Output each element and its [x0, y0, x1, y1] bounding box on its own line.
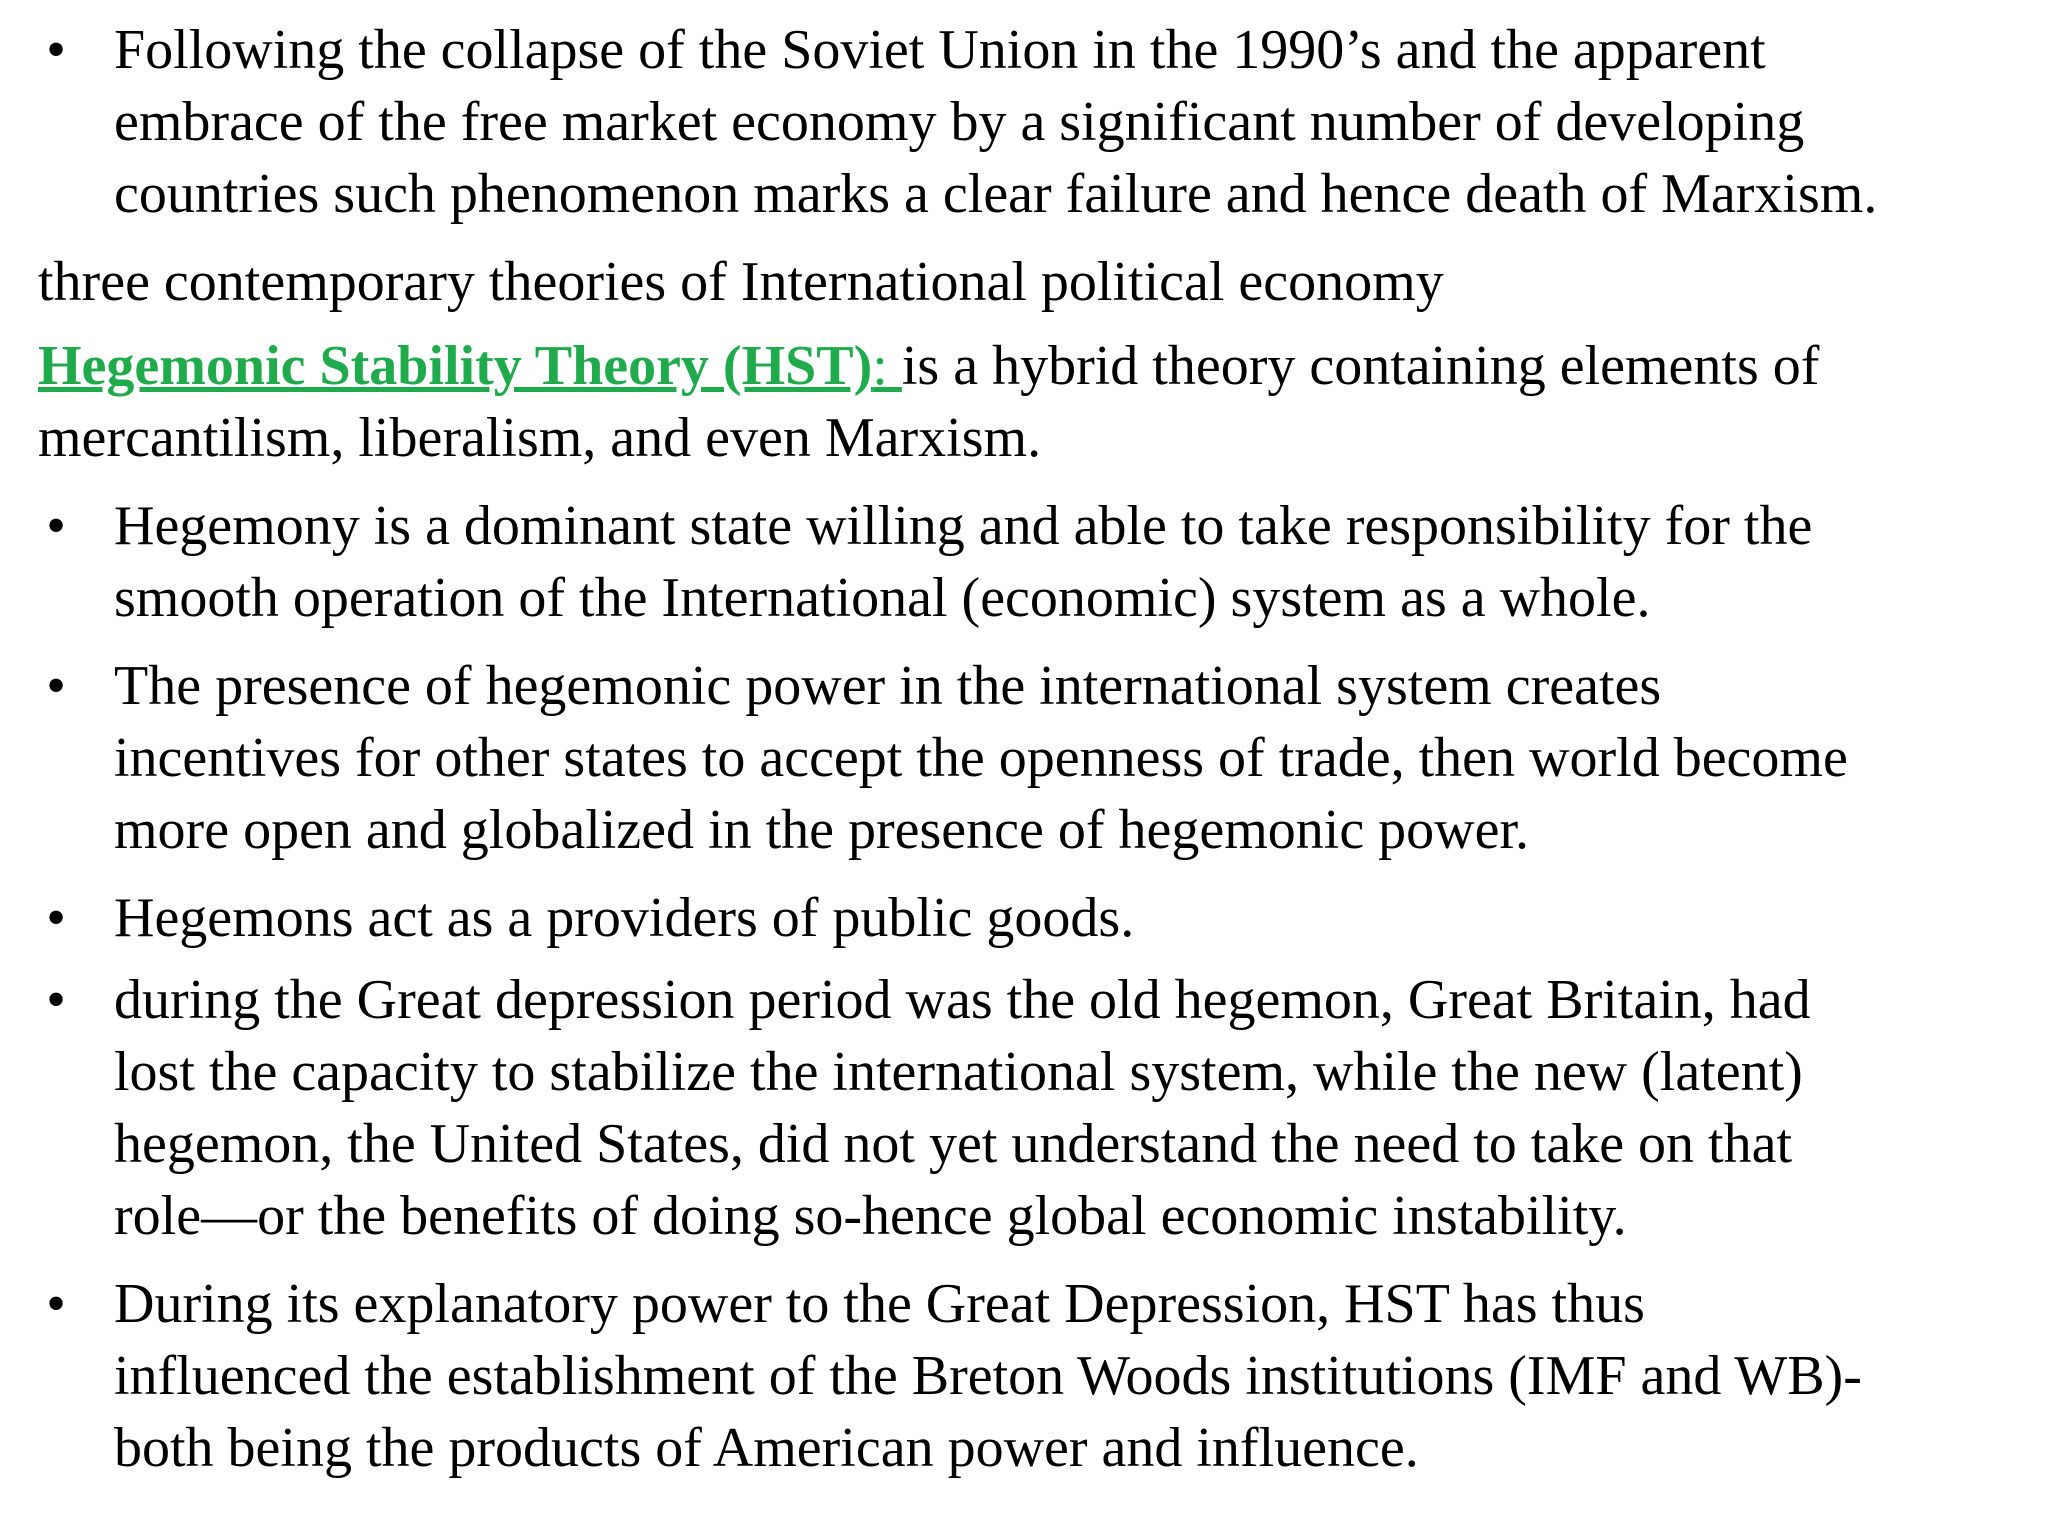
hst-definition-rest: is a hybrid theory containing elements of: [901, 335, 1820, 397]
bullet-text: [114, 490, 2034, 634]
text-line: influenced the establishment of the Breton Woods institutions (IMF and WB)-: [114, 1345, 1862, 1407]
text-line: incentives for other states to accept the openness of trade, then world become: [114, 727, 1848, 789]
text-line: Hegemons act as a providers of public goods.: [114, 887, 1135, 949]
text-line: smooth operation of the International (economic) system as a whole.: [114, 567, 1651, 629]
hst-term-colon: :: [872, 335, 902, 397]
bullet-icon: •: [46, 1273, 66, 1335]
text-line: During its explanatory power to the Great Depression, HST has thus: [114, 1273, 1645, 1335]
text-line: hegemon, the United States, did not yet understand the need to take on that: [114, 1113, 1793, 1175]
bullet-icon: •: [46, 495, 66, 557]
bullet-icon: •: [46, 655, 66, 717]
bullet-text: [114, 882, 2034, 954]
text-line: countries such phenomenon marks a clear failure and hence death of Marxism.: [114, 163, 1878, 225]
bullet-icon: •: [46, 19, 66, 81]
text-line: lost the capacity to stabilize the international system, while the new (latent): [114, 1041, 1803, 1103]
hst-definition-line2: mercantilism, liberalism, and even Marxism.: [38, 407, 1042, 469]
bullet-text: [114, 964, 2034, 1252]
hst-definition: [38, 330, 2038, 474]
section-heading-text: three contemporary theories of International political economy: [38, 251, 1444, 313]
text-line: Following the collapse of the Soviet Union in the 1990’s and the apparent: [114, 19, 1766, 81]
hst-term-link[interactable]: Hegemonic Stability Theory (HST): [38, 335, 873, 397]
text-line: more open and globalized in the presence of hegemonic power.: [114, 799, 1530, 861]
bullet-icon: •: [46, 887, 66, 949]
bullet-icon: •: [46, 969, 66, 1031]
text-line: The presence of hegemonic power in the international system creates: [114, 655, 1662, 717]
text-line: Hegemony is a dominant state willing and able to take responsibility for the: [114, 495, 1813, 557]
text-line: embrace of the free market economy by a significant number of developing: [114, 91, 1805, 153]
text-line: role—or the benefits of doing so-hence global economic instability.: [114, 1185, 1627, 1247]
text-line: during the Great depression period was the old hegemon, Great Britain, had: [114, 969, 1811, 1031]
bullet-text: [114, 650, 2034, 866]
section-heading: [38, 246, 2038, 318]
hst-definition-line1: [38, 330, 2038, 402]
bullet-text: [114, 1268, 2034, 1484]
intro-bullet-text: [114, 14, 2034, 230]
text-line: both being the products of American power and influence.: [114, 1417, 1419, 1479]
